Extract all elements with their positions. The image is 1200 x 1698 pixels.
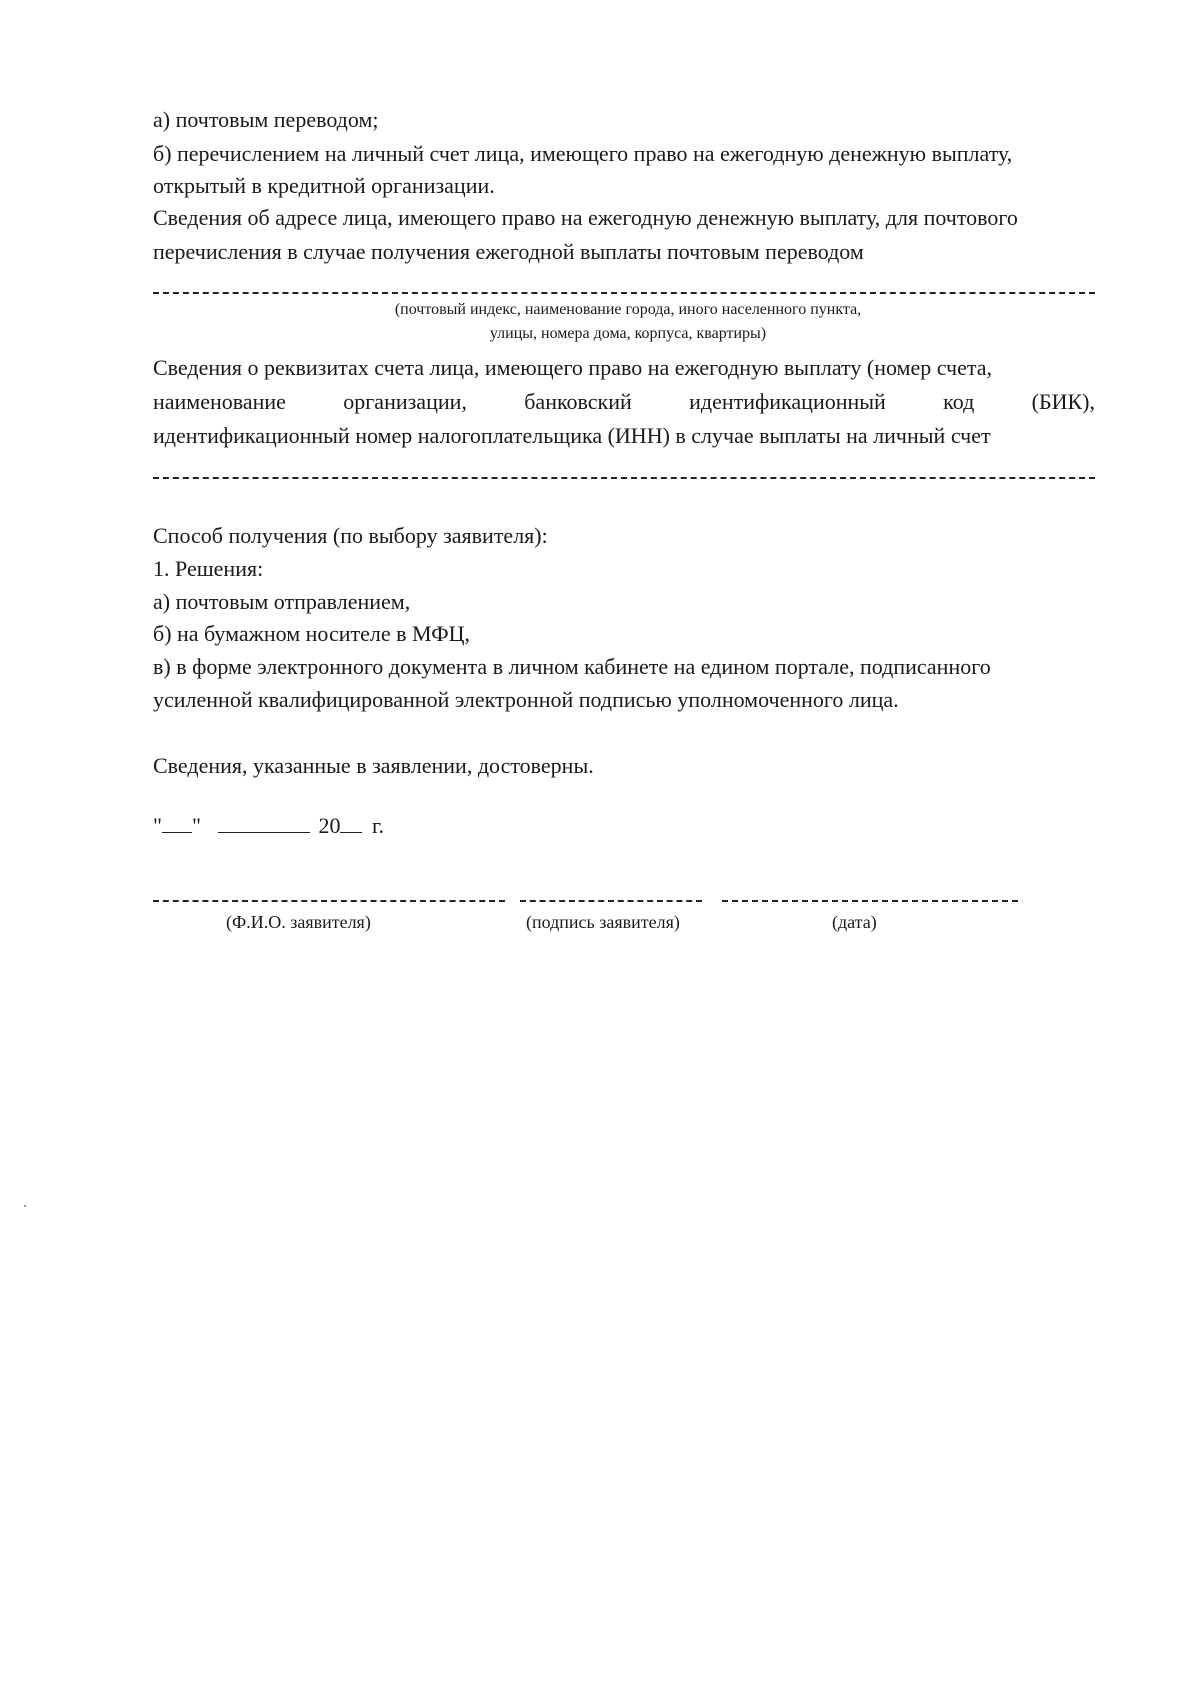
date-sign-line[interactable]	[722, 900, 1018, 902]
receipt-option-electronic-line2: усиленной квалифицированной электронной подписью уполномоченного лица.	[153, 687, 899, 712]
signature-line[interactable]	[520, 900, 702, 902]
date-caption: (дата)	[832, 912, 877, 932]
scan-speck	[24, 1205, 26, 1207]
address-fill-line[interactable]	[153, 292, 1095, 294]
account-info-line2	[153, 388, 1095, 416]
account-word: банковский	[524, 389, 632, 414]
receipt-item-decisions: 1. Решения:	[153, 556, 264, 581]
receipt-method-heading: Способ получения (по выбору заявителя):	[153, 523, 548, 548]
certification-statement: Сведения, указанные в заявлении, достоверны.	[153, 753, 594, 778]
fio-line[interactable]	[153, 900, 505, 902]
receipt-option-paper: б) на бумажном носителе в МФЦ,	[153, 621, 471, 646]
payment-option-account-line1: б) перечислением на личный счет лица, имеющего право на ежегодную денежную выплату,	[153, 141, 1013, 166]
address-info-line2: перечисления в случае получения ежегодной выплаты почтовым переводом	[153, 239, 864, 264]
year-suffix: г.	[371, 813, 385, 838]
account-info-line3: идентификационный номер налогоплательщика (ИНН) в случае выплаты на личный счет	[153, 423, 991, 448]
account-fill-line[interactable]	[153, 477, 1095, 479]
address-info-line1: Сведения об адресе лица, имеющего право на ежегодную денежную выплату, для почтового	[153, 205, 1018, 230]
account-word: идентификационный	[689, 389, 886, 414]
receipt-option-postal: а) почтовым отправлением,	[153, 589, 411, 614]
year-blank[interactable]	[340, 812, 362, 833]
account-word: наименование	[153, 389, 286, 414]
date-field	[153, 812, 384, 840]
date-quote-close: "	[191, 813, 201, 838]
account-word: код	[943, 389, 975, 414]
fio-caption: (Ф.И.О. заявителя)	[226, 912, 371, 932]
year-prefix: 20	[318, 813, 341, 838]
date-quote-open: "	[153, 813, 162, 838]
day-blank[interactable]	[162, 812, 192, 833]
account-info-line1: Сведения о реквизитах счета лица, имеющего право на ежегодную выплату (номер счета,	[153, 355, 993, 380]
receipt-option-electronic-line1: в) в форме электронного документа в личном кабинете на едином портале, подписанного	[153, 654, 991, 679]
signature-caption: (подпись заявителя)	[526, 912, 680, 932]
payment-option-account-line2: открытый в кредитной организации.	[153, 173, 495, 198]
address-caption-line2: улицы, номера дома, корпуса, квартиры)	[489, 325, 767, 342]
address-caption-line1: (почтовый индекс, наименование города, иного населенного пункта,	[394, 301, 862, 318]
month-blank[interactable]	[218, 812, 310, 833]
account-word: (БИК),	[1031, 389, 1095, 414]
payment-option-postal: а) почтовым переводом;	[153, 107, 379, 132]
account-word: организации,	[343, 389, 467, 414]
